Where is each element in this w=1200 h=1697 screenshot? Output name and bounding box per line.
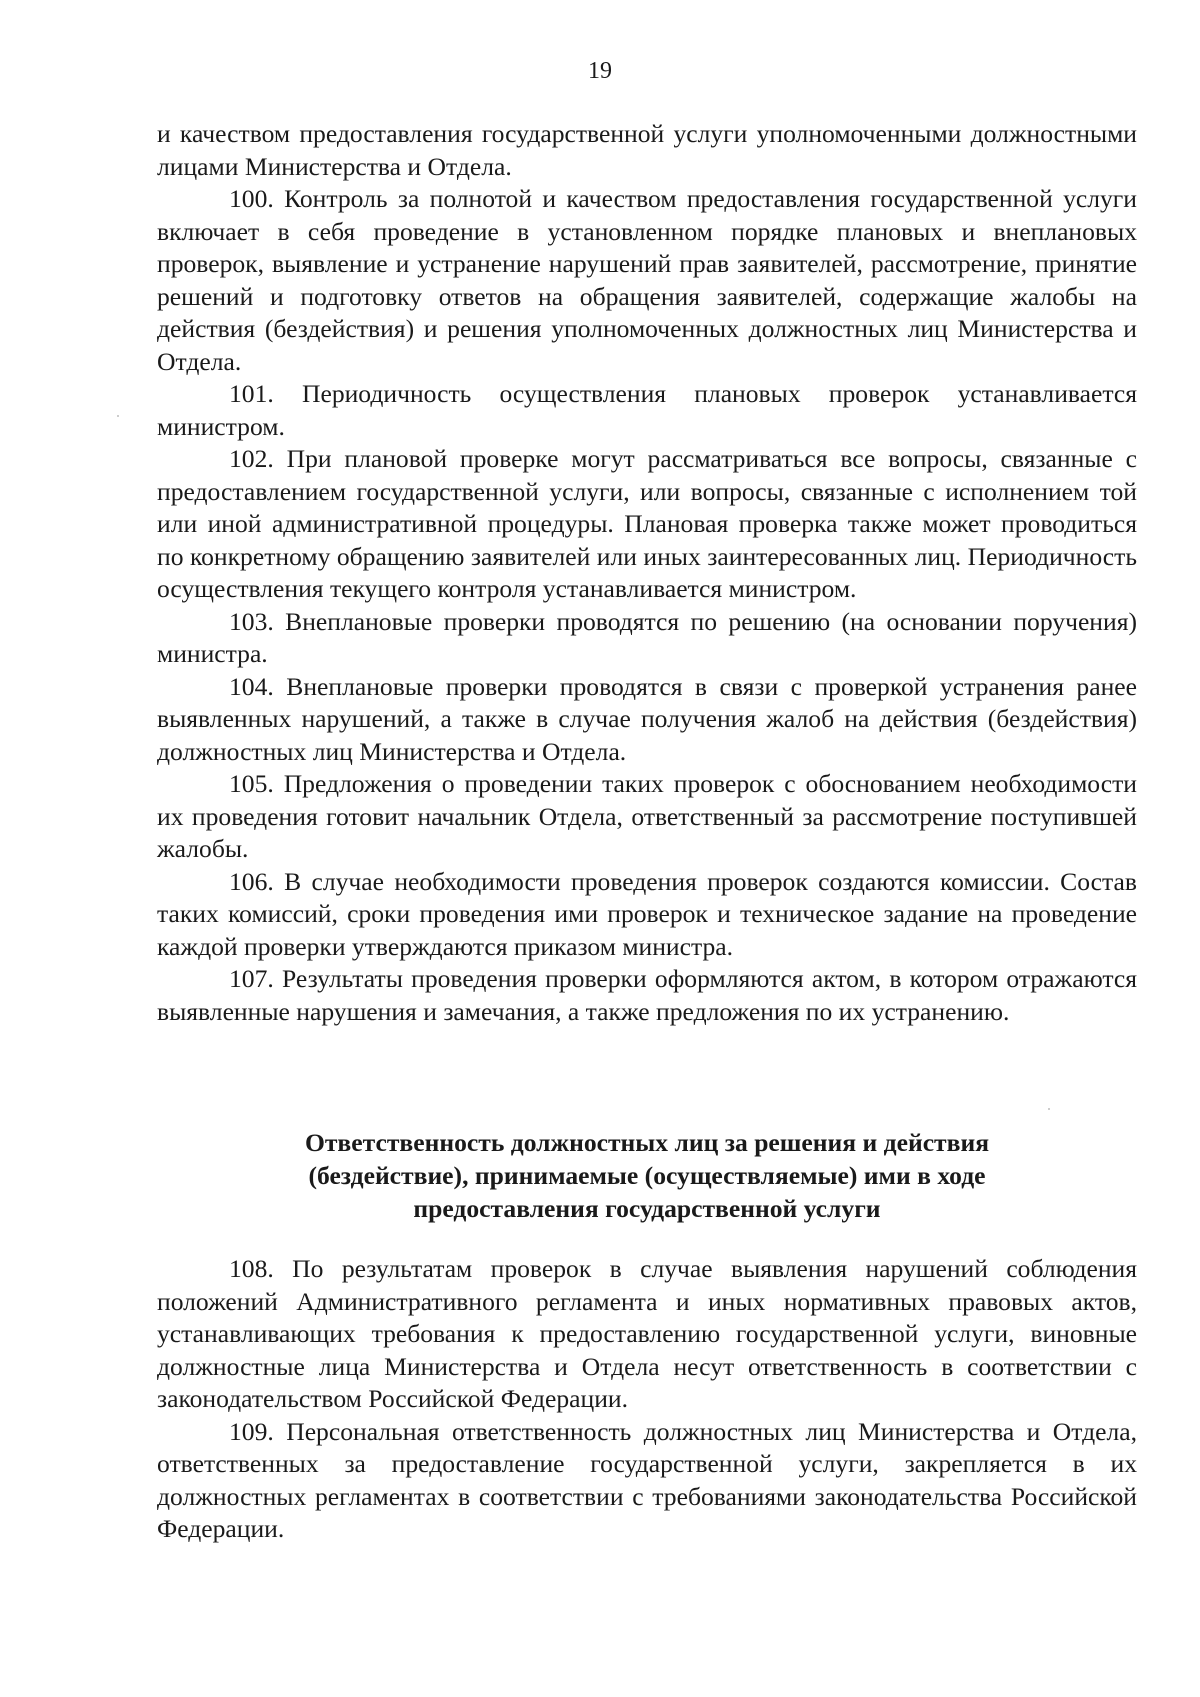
scan-speck — [117, 415, 119, 417]
paragraph-102: 102. При плановой проверке могут рассматриваться все вопросы, связанные с предоставлением государственной услуги, или вопросы, связанные с исполнением той или иной административной процедуры. Плановая проверка также может проводиться по конкретному обращению заявителей или иных заинтересованных лиц. Периодичность осуществления текущего контроля устанавливается министром. — [157, 444, 1137, 603]
body-text-upper — [157, 118, 1137, 1028]
paragraph-107: 107. Результаты проведения проверки оформляются актом, в котором отражаются выявленные нарушения и замечания, а также предложения по их устранению. — [157, 964, 1137, 1026]
section-heading-line-2: (бездействие), принимаемые (осуществляемые) ими в ходе — [308, 1161, 986, 1190]
scan-speck — [1048, 1108, 1050, 1110]
section-heading — [157, 1126, 1137, 1225]
paragraph-continuation: и качеством предоставления государственной услуги уполномоченными должностными лицами Министерства и Отдела. — [157, 119, 1137, 181]
paragraph-105: 105. Предложения о проведении таких проверок с обоснованием необходимости их проведения готовит начальник Отдела, ответственный за рассмотрение поступившей жалобы. — [157, 769, 1137, 863]
paragraph-108: 108. По результатам проверок в случае выявления нарушений соблюдения положений Административного регламента и иных нормативных правовых актов, устанавливающих требования к предоставлению государственной услуги, виновные должностные лица Министерства и Отдела несут ответственность в соответствии с законодательством Российской Федерации. — [157, 1254, 1137, 1413]
body-text-lower — [157, 1253, 1137, 1546]
paragraph-101: 101. Периодичность осуществления плановых проверок устанавливается министром. — [157, 379, 1137, 441]
paragraph-103: 103. Внеплановые проверки проводятся по решению (на основании поручения) министра. — [157, 606, 1137, 668]
paragraph-104: 104. Внеплановые проверки проводятся в связи с проверкой устранения ранее выявленных нарушений, а также в случае получения жалоб на действия (бездействия) должностных лиц Министерства и Отдела. — [157, 671, 1137, 766]
section-heading-line-3: предоставления государственной услуги — [413, 1194, 881, 1223]
paragraph-100: 100. Контроль за полнотой и качеством предоставления государственной услуги включает в себя проведение в установленном порядке плановых и внеплановых проверок, выявление и устранение нарушений прав заявителей, рассмотрение, принятие решений и подготовку ответов на обращения заявителей, содержащие жалобы на действия (бездействия) и решения уполномоченных должностных лиц Министерства и Отдела. — [157, 184, 1137, 376]
paragraph-106: 106. В случае необходимости проведения проверок создаются комиссии. Состав таких комиссий, сроки проведения ими проверок и техническое задание на проведение каждой проверки утверждаются приказом министра. — [157, 866, 1137, 961]
section-heading-line-1: Ответственность должностных лиц за решения и действия — [304, 1128, 990, 1157]
page-number: 19 — [588, 58, 612, 84]
paragraph-109: 109. Персональная ответственность должностных лиц Министерства и Отдела, ответственных за предоставление государственной услуги, закрепляется в их должностных регламентах в соответствии с требованиями законодательства Российской Федерации. — [157, 1416, 1137, 1543]
